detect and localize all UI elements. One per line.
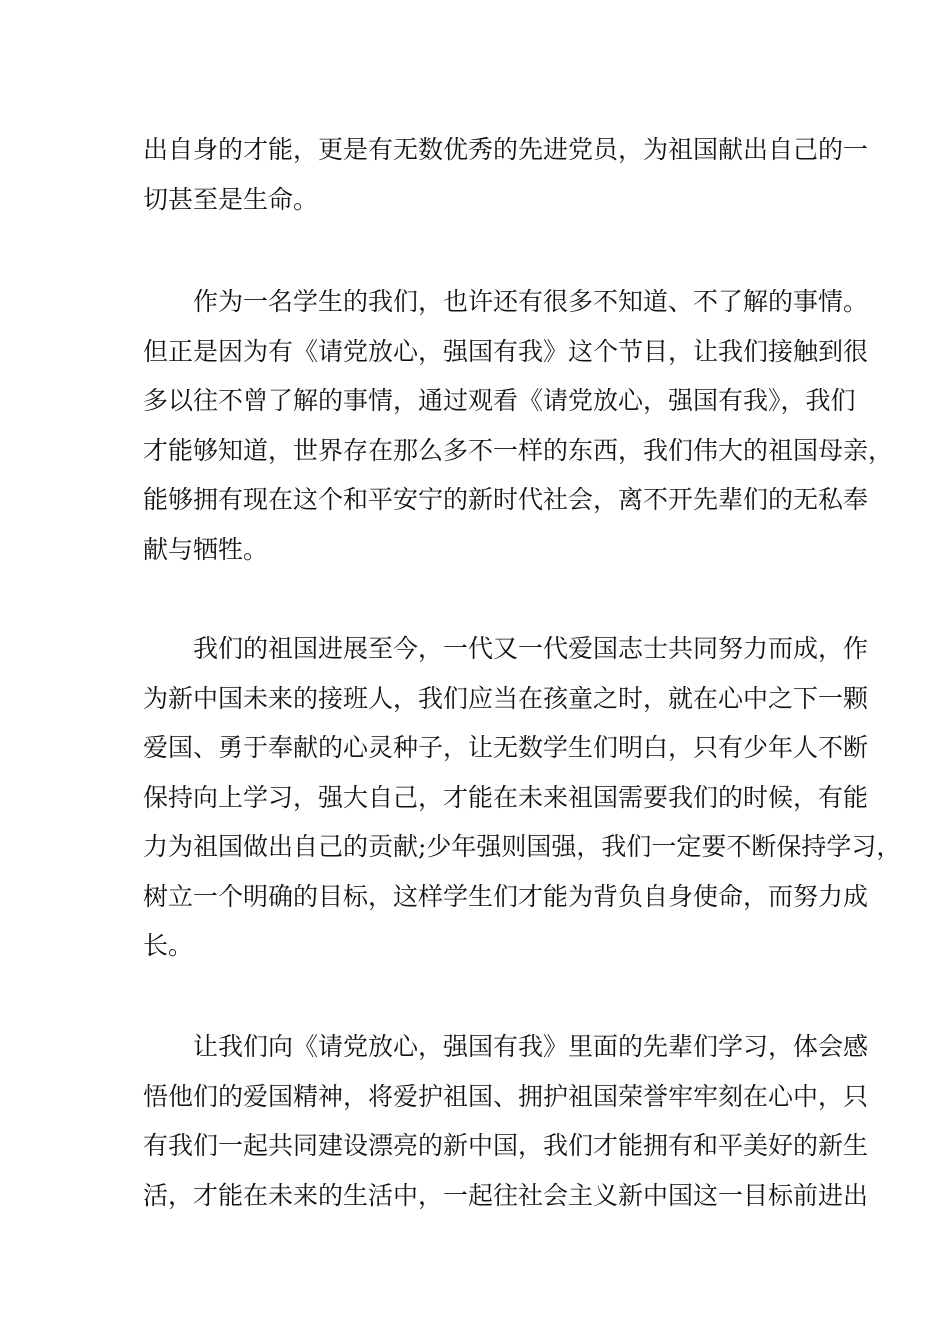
paragraph-line: 悟他们的爱国精神，将爱护祖国、拥护祖国荣誉牢牢刻在心中，只 <box>143 1081 869 1111</box>
paragraph-line: 出自身的才能，更是有无数优秀的先进党员，为祖国献出自己的一 <box>143 135 869 164</box>
paragraph-line: 作为一名学生的我们，也许还有很多不知道、不了解的事情。 <box>193 287 869 316</box>
paragraph-line: 树立一个明确的目标，这样学生们才能为背负自身使命，而努力成 <box>143 881 869 911</box>
paragraph-line: 爱国、勇于奉献的心灵种子，让无数学生们明白，只有少年人不断 <box>143 733 869 762</box>
paragraph-line: 能够拥有现在这个和平安宁的新时代社会，离不开先辈们的无私奉 <box>143 485 869 514</box>
paragraph-3 <box>143 624 902 971</box>
paragraph-1 <box>143 125 869 224</box>
paragraph-line: 献与牺牲。 <box>143 534 269 564</box>
paragraph-line: 我们的祖国进展至今，一代又一代爱国志士共同努力而成，作 <box>193 634 869 663</box>
paragraph-line: 长。 <box>143 931 194 960</box>
paragraph-line: 保持向上学习，强大自己，才能在未来祖国需要我们的时候，有能 <box>143 782 869 812</box>
paragraph-line: 但正是因为有《请党放心，强国有我》这个节目，让我们接触到很 <box>143 336 869 366</box>
paragraph-line: 切甚至是生命。 <box>143 184 319 214</box>
paragraph-line: 才能够知道，世界存在那么多不一样的东西，我们伟大的祖国母亲， <box>143 435 894 465</box>
paragraph-2 <box>143 277 894 574</box>
paragraph-line: 让我们向《请党放心，强国有我》里面的先辈们学习，体会感 <box>193 1032 869 1061</box>
paragraph-line: 多以往不曾了解的事情，通过观看《请党放心，强国有我》，我们 <box>143 386 856 415</box>
paragraph-line: 力为祖国做出自己的贡献;少年强则国强，我们一定要不断保持学习， <box>143 832 902 861</box>
paragraph-line: 活，才能在未来的生活中，一起往社会主义新中国这一目标前进出 <box>143 1180 869 1210</box>
paragraph-line: 有我们一起共同建设漂亮的新中国，我们才能拥有和平美好的新生 <box>143 1131 869 1160</box>
paragraph-line: 为新中国未来的接班人，我们应当在孩童之时，就在心中之下一颗 <box>143 683 869 713</box>
paragraph-4 <box>143 1022 869 1220</box>
